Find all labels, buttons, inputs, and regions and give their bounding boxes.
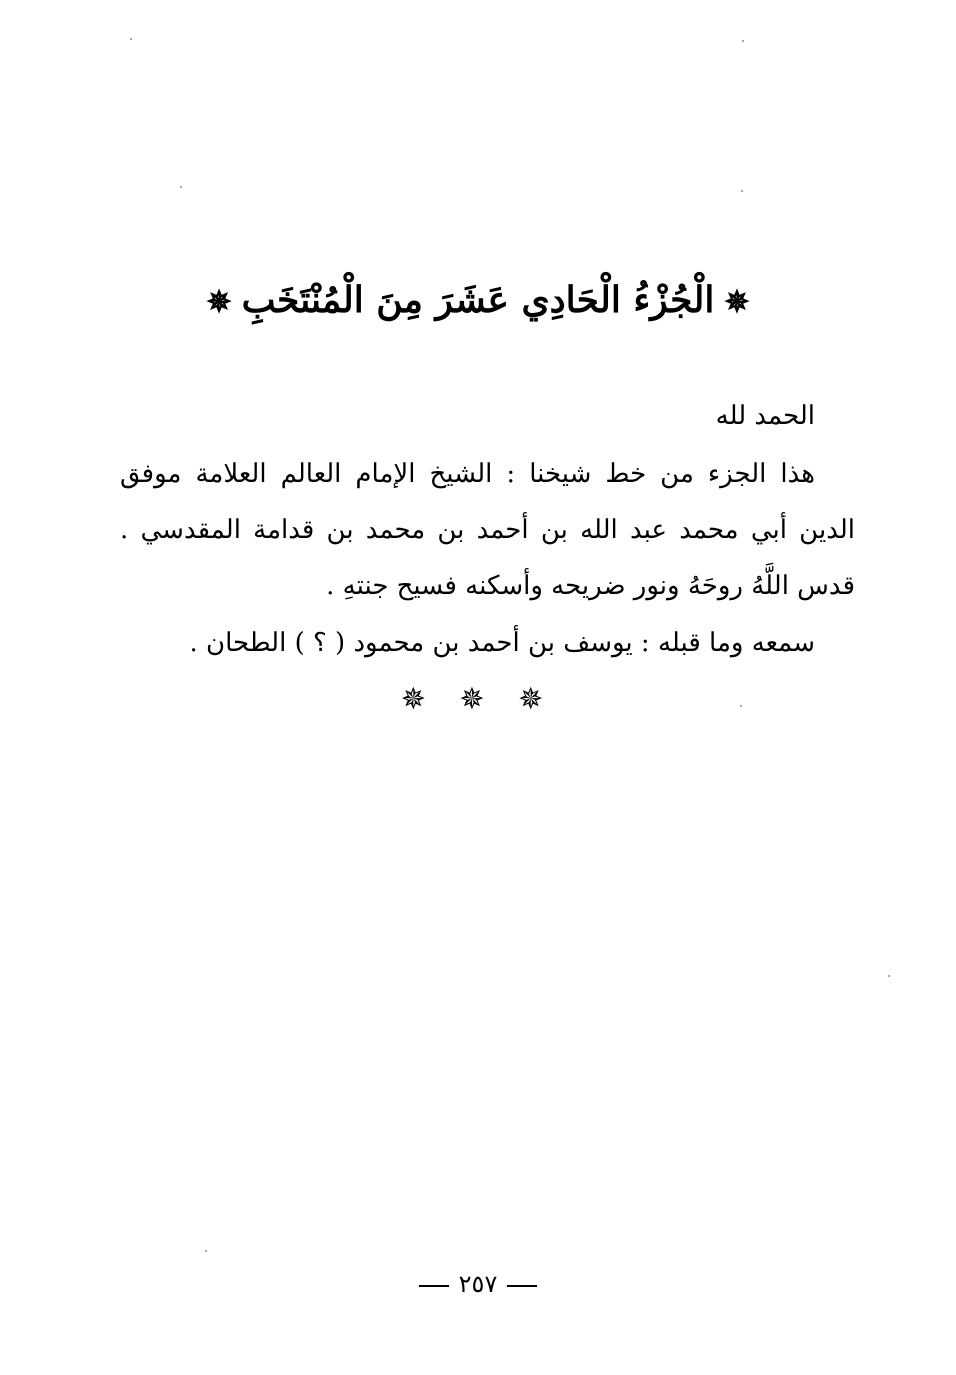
scan-speck — [742, 40, 744, 42]
audition-note: سمعه وما قبله : يوسف بن أحمد بن محمود ( ؟ ) الطحان . — [189, 628, 815, 658]
ownership-paragraph — [120, 446, 855, 614]
section-heading — [0, 270, 956, 333]
scan-speck — [741, 190, 743, 192]
heading-text: الْجُزْءُ الْحَادِي عَشَرَ مِنَ الْمُنْتَخَبِ — [241, 279, 715, 321]
scan-speck — [130, 38, 132, 40]
page-number — [0, 1270, 956, 1298]
scan-speck — [180, 186, 182, 188]
page-number-text: ٢٥٧ — [458, 1270, 498, 1298]
star-ornament-icon: ✵ — [724, 285, 750, 320]
scan-speck — [888, 975, 890, 977]
opening-praise: الحمد لله — [715, 401, 815, 431]
star-ornament-icon: ✵ — [206, 285, 232, 320]
scan-speck — [205, 1250, 207, 1252]
paragraph-text: هذا الجزء من خط شيخنا : الشيخ الإمام العالم العلامة موفق الدين أبي محمد عبد الله بن أحمد بن محمد بن قدامة المقدسي . قدس اللَّهُ روحَهُ ونور ضريحه وأسكنه فسيح جنتهِ . — [120, 459, 855, 601]
star-separator: ✵ ✵ ✵ — [400, 682, 556, 717]
scan-speck — [740, 705, 742, 707]
dash-icon — [507, 1285, 537, 1287]
dash-icon — [419, 1285, 449, 1287]
